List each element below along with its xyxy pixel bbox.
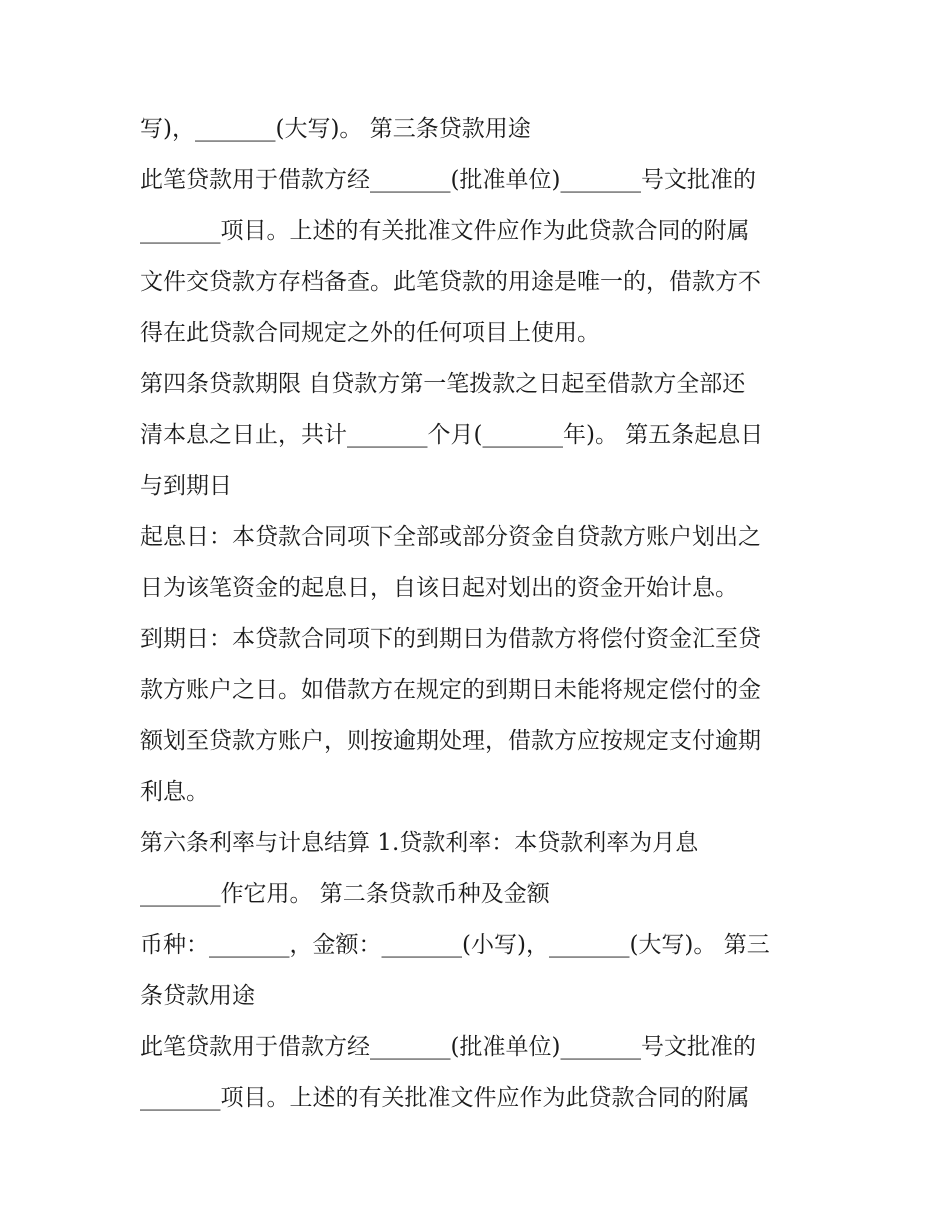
text-line: 文件交贷款方存档备查。此笔贷款的用途是唯一的，借款方不 <box>140 269 761 295</box>
text-line: 第四条贷款期限 自贷款方第一笔拨款之日起至借款方全部还 <box>140 371 746 397</box>
text-line: _______作它用。 第二条贷款币种及金额 <box>140 881 550 907</box>
text-line: 额划至贷款方账户，则按逾期处理，借款方应按规定支付逾期 <box>140 728 761 754</box>
text-line: 此笔贷款用于借款方经_______(批准单位)_______号文批准的 <box>140 167 756 193</box>
text-line: 利息。 <box>140 779 209 805</box>
text-line: 到期日：本贷款合同项下的到期日为借款方将偿付资金汇至贷 <box>140 626 761 652</box>
text-line: _______项目。上述的有关批准文件应作为此贷款合同的附属 <box>140 218 750 244</box>
text-line: 款方账户之日。如借款方在规定的到期日未能将规定偿付的金 <box>140 677 761 703</box>
text-line: 起息日：本贷款合同项下全部或部分资金自贷款方账户划出之 <box>140 524 761 550</box>
text-line: _______项目。上述的有关批准文件应作为此贷款合同的附属 <box>140 1085 750 1111</box>
text-line: 写)，_______(大写)。 第三条贷款用途 <box>140 116 531 142</box>
text-line: 此笔贷款用于借款方经_______(批准单位)_______号文批准的 <box>140 1034 756 1060</box>
text-line: 清本息之日止，共计_______个月(_______年)。 第五条起息日 <box>140 422 764 448</box>
text-line: 与到期日 <box>140 473 232 499</box>
text-line: 条贷款用途 <box>140 983 255 1009</box>
text-line: 日为该笔资金的起息日，自该日起对划出的资金开始计息。 <box>140 575 738 601</box>
contract-body-text <box>140 104 820 1124</box>
text-line: 币种：_______，金额：_______(小写)，_______(大写)。 第三 <box>140 932 770 958</box>
text-line: 得在此贷款合同规定之外的任何项目上使用。 <box>140 320 600 346</box>
text-line: 第六条利率与计息结算 1.贷款利率：本贷款利率为月息 <box>140 830 699 856</box>
